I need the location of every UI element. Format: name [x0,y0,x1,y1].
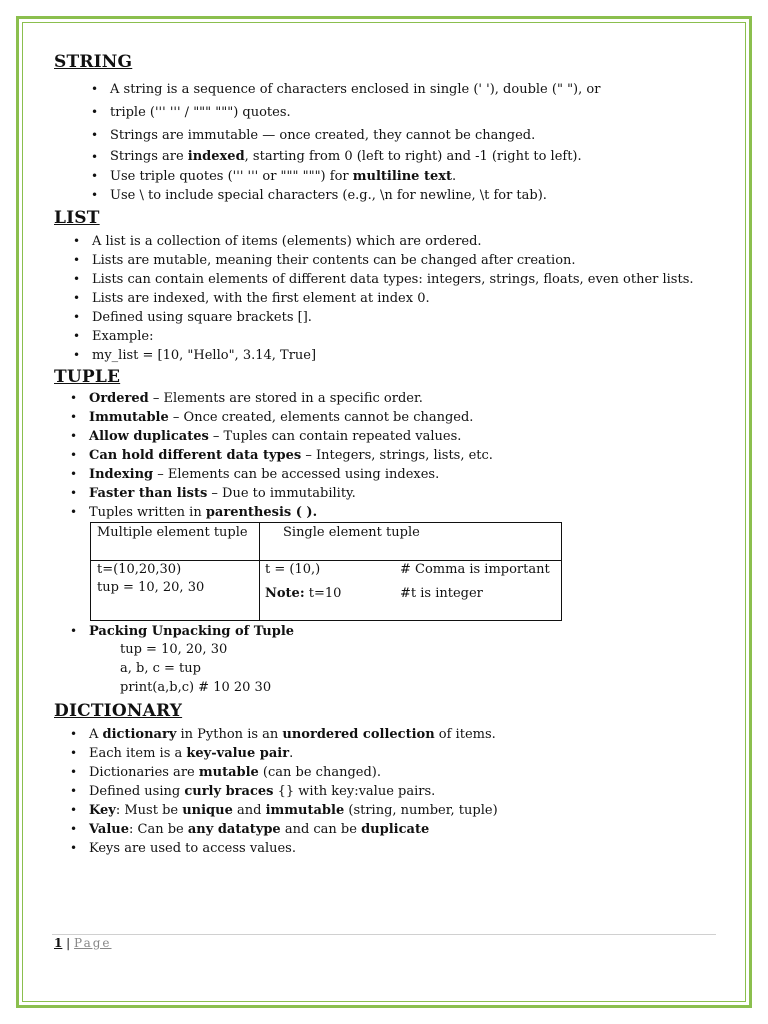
list-item: • Use \ to include special characters (e.g., \n for newline, \t for tab). [110,186,600,205]
list-item: • Key: Must be unique and immutable (string, number, tuple) [89,801,498,820]
page-footer [54,936,112,950]
list-item: • Tuples written in parenthesis ( ). [89,503,493,522]
list-item: • Value: Can be any datatype and can be duplicate [89,820,498,839]
list-item: • Example: [92,327,694,346]
footer-separator: | [62,936,75,950]
list-item: • A list is a collection of items (elements) which are ordered. [92,232,694,251]
tuple-table [90,522,562,621]
list-item: • Strings are immutable — once created, they cannot be changed. [110,124,600,147]
footer-divider [52,934,716,935]
tuple-list [89,389,493,522]
page-number: 1 [54,936,63,950]
table-header-multiple: Multiple element tuple [97,525,248,540]
page-label: Page [74,936,112,950]
table-header-single: Single element tuple [283,525,420,540]
list-item: • Lists are mutable, meaning their contents can be changed after creation. [92,251,694,270]
list-item: • Defined using curly braces {} with key:value pairs. [89,782,498,801]
table-cell-multi-line1: t=(10,20,30) [97,562,182,577]
table-divider-horizontal [91,560,561,561]
list-item: • Ordered – Elements are stored in a specific order. [89,389,493,408]
list-item: • Faster than lists – Due to immutability. [89,484,493,503]
heading-dictionary: DICTIONARY [54,701,183,721]
heading-list: LIST [54,208,100,228]
list-item: • Keys are used to access values. [89,839,498,858]
list-item: • Each item is a key-value pair. [89,744,498,763]
list-item: • Packing Unpacking of Tuple [89,622,294,641]
list-item: • triple (''' ''' / """ """) quotes. [110,101,600,124]
table-cell-multi-line2: tup = 10, 20, 30 [97,580,205,595]
list-item: • Allow duplicates – Tuples can contain repeated values. [89,427,493,446]
list-item: • Dictionaries are mutable (can be changed). [89,763,498,782]
code-line: print(a,b,c) # 10 20 30 [120,680,272,695]
list-item: • Strings are indexed, starting from 0 (left to right) and -1 (right to left). [110,147,600,167]
list-item: • Defined using square brackets []. [92,308,694,327]
table-divider-vertical [259,523,260,620]
table-cell-single-code: t = (10,) [265,562,321,577]
packing-list [89,622,294,641]
heading-string: STRING [54,52,133,72]
list-item: • Immutable – Once created, elements cannot be changed. [89,408,493,427]
list-item: • A string is a sequence of characters enclosed in single (' '), double (" "), or [110,78,600,101]
code-line: tup = 10, 20, 30 [120,642,228,657]
list-item: • Lists are indexed, with the first element at index 0. [92,289,694,308]
code-line: a, b, c = tup [120,661,201,676]
heading-tuple: TUPLE [54,367,121,387]
list-item: • Use triple quotes (''' ''' or """ """) for multiline text. [110,167,600,186]
list-item: • A dictionary in Python is an unordered collection of items. [89,725,498,744]
list-list [92,232,694,365]
list-item: • Lists can contain elements of different data types: integers, strings, floats, even other lists. [92,270,694,289]
table-cell-single-comment: # Comma is important [400,562,550,577]
list-item: • my_list = [10, "Hello", 3.14, True] [92,346,694,365]
string-list [110,78,600,205]
table-cell-note: Note: t=10 [265,586,342,601]
list-item: • Indexing – Elements can be accessed using indexes. [89,465,493,484]
packing-code [120,640,271,697]
dictionary-list [89,725,498,858]
table-cell-note-comment: #t is integer [400,586,483,601]
list-item: • Can hold different data types – Integers, strings, lists, etc. [89,446,493,465]
